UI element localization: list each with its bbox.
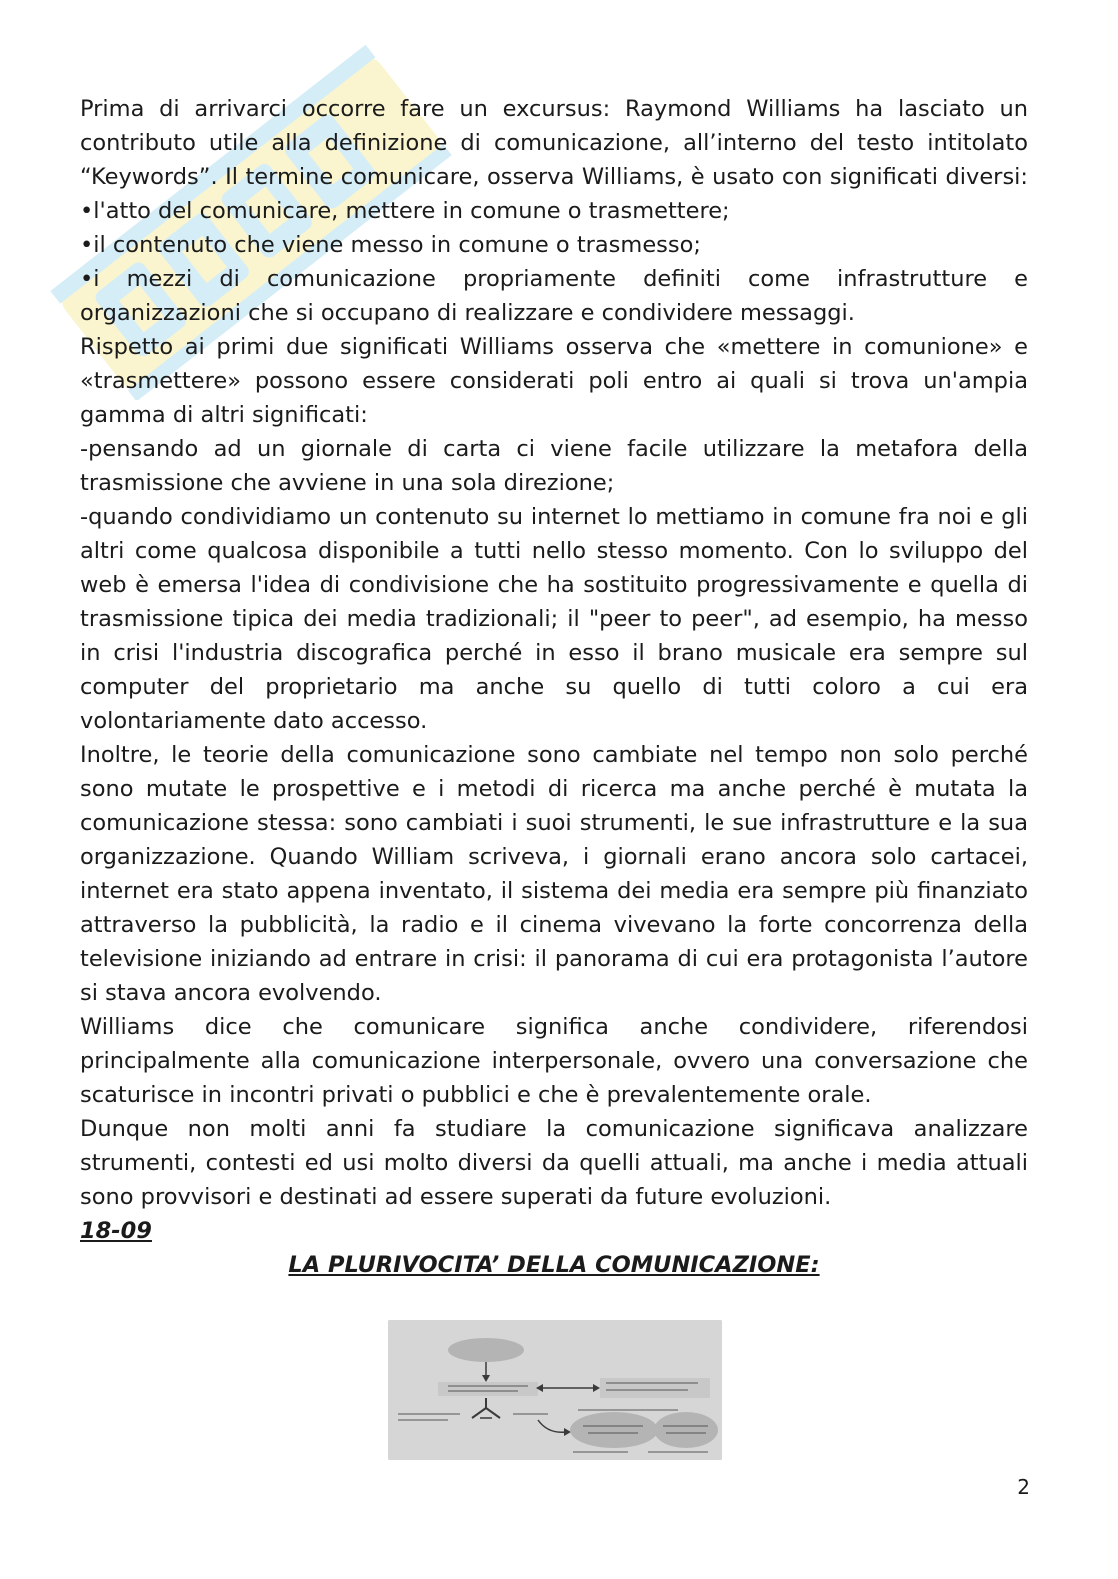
paragraph-intro: Prima di arrivarci occorre fare un excursus: Raymond Williams ha lasciato un contributo utile alla definizione di comunicazione, all’interno del testo intitolato “Keywords”. Il termine comunicare, osserva Williams, è usato con significati diversi: <box>80 96 1028 190</box>
paragraph-theories: Inoltre, le teorie della comunicazione sono cambiate nel tempo non solo perché sono mutate le prospettive e i metodi di ricerca ma anche perché è mutata la comunicazione stessa: sono cambiati i suoi strumenti, le sue infrastrutture e la sua organizzazione. Quando William scriveva, i giornali erano ancora solo cartacei, internet era stato appena inventato, il sistema dei media era sempre più finanziato attraverso la pubblicità, la radio e il cinema vivevano la forte concorrenza della televisione iniziando ad entrare in crisi: il panorama di cui era protagonista l’autore si stava ancora evolvendo. <box>80 742 1028 1006</box>
diagram-node-top <box>448 1338 524 1362</box>
paragraph-internet: -quando condividiamo un contenuto su internet lo mettiamo in comune fra noi e gli altri come qualcosa disponibile a tutti nello stesso momento. Con lo sviluppo del web è emersa l'idea di condivisione che ha sostituito progressivamente e quella di trasmissione tipica dei media tradizionali; il "peer to peer", ad esempio, ha messo in crisi l'industria discografica perché in esso il brano musicale era sempre sul computer del proprietario ma anche su quello di tutti coloro a cui era volontariamente dato accesso. <box>80 504 1028 734</box>
diagram-sketch <box>388 1320 722 1460</box>
paragraph-sharing: Williams dice che comunicare significa anche condividere, riferendosi principalmente alla comunicazione interpersonale, ovvero una conversazione che scaturisce in incontri privati o pubblici e che è prevalentemente orale. <box>80 1014 1028 1108</box>
bullet-content: •il contenuto che viene messo in comune o trasmesso; <box>80 232 701 258</box>
diagram-node-middle <box>438 1382 538 1396</box>
paragraph-conclusion: Dunque non molti anni fa studiare la comunicazione significava analizzare strumenti, contesti ed usi molto diversi da quelli attuali, ma anche i media attuali sono provvisori e destinati ad essere superati da future evoluzioni. <box>80 1116 1028 1210</box>
date-label: 18-09 <box>80 1218 152 1244</box>
page-number: 2 <box>1017 1475 1030 1499</box>
bullet-means: •i mezzi di comunicazione propriamente definiti come infrastrutture e organizzazioni che si occupano di realizzare e condividere messaggi. <box>80 266 1028 326</box>
section-title: LA PLURIVOCITA’ DELLA COMUNICAZIONE: <box>288 1252 820 1278</box>
diagram-node-right <box>600 1378 710 1398</box>
bullet-act: •l'atto del comunicare, mettere in comune o trasmettere; <box>80 198 730 224</box>
diagram-node-bottom-right <box>654 1412 718 1448</box>
document-body <box>80 92 1028 1282</box>
diagram-image <box>388 1320 722 1460</box>
diagram-node-bottom-left <box>570 1412 658 1448</box>
paragraph-poles: Rispetto ai primi due significati Williams osserva che «mettere in comunione» e «trasmettere» possono essere considerati poli entro ai quali si trova un'ampia gamma di altri significati: <box>80 334 1028 428</box>
paragraph-newspaper: -pensando ad un giornale di carta ci viene facile utilizzare la metafora della trasmissione che avviene in una sola direzione; <box>80 436 1028 496</box>
